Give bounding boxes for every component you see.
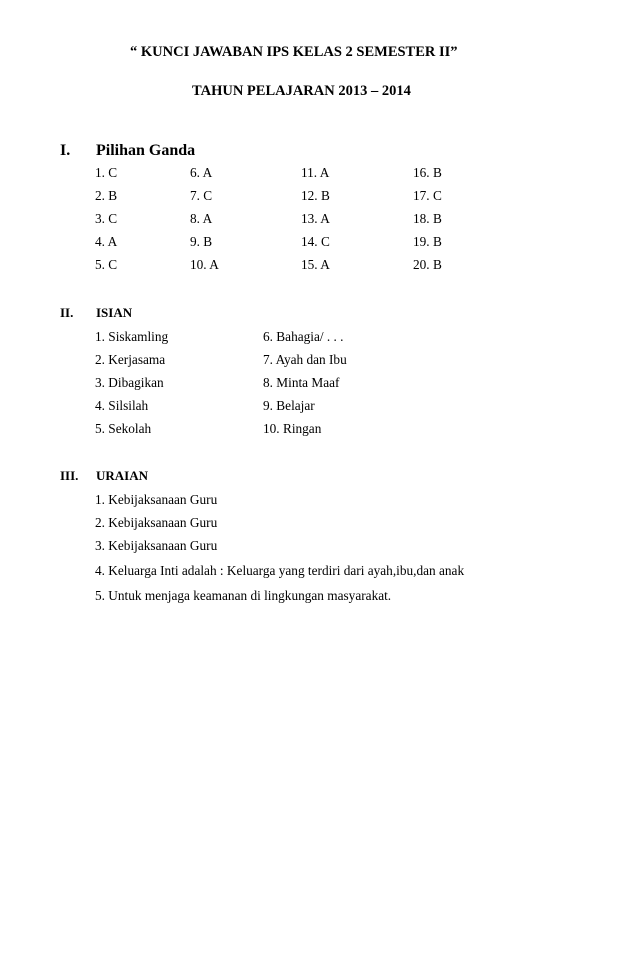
answer-item: 3. C	[95, 211, 118, 226]
answer-item: 17. C	[413, 188, 442, 203]
answer-item: 13. A	[301, 211, 330, 226]
answer-item: 15. A	[301, 257, 330, 272]
answer-item: 4. A	[95, 234, 118, 249]
answer-item: 2. B	[95, 188, 118, 203]
answer-item: 4. Silsilah	[95, 398, 149, 413]
answer-item: 1. C	[95, 165, 118, 180]
answer-item: 10. Ringan	[263, 421, 322, 436]
answer-item: 10. A	[190, 257, 219, 272]
answer-item: 5. Untuk menjaga keamanan di lingkungan masyarakat.	[95, 588, 392, 603]
answer-item: 8. Minta Maaf	[263, 375, 340, 390]
answer-item: 16. B	[413, 165, 442, 180]
section-2-number: II.	[60, 305, 74, 320]
answer-item: 19. B	[413, 234, 442, 249]
answer-item: 9. B	[190, 234, 213, 249]
answer-item: 8. A	[190, 211, 213, 226]
answer-item: 1. Siskamling	[95, 329, 169, 344]
answer-item: 12. B	[301, 188, 330, 203]
answer-item: 5. Sekolah	[95, 421, 152, 436]
answer-item: 6. Bahagia/ . . .	[263, 329, 344, 344]
answer-item: 3. Dibagikan	[95, 375, 164, 390]
answer-item: 2. Kerjasama	[95, 352, 166, 367]
document-title: “ KUNCI JAWABAN IPS KELAS 2 SEMESTER II”	[130, 44, 458, 60]
answer-item: 7. C	[190, 188, 213, 203]
answer-item: 7. Ayah dan Ibu	[263, 352, 347, 367]
section-3-heading: URAIAN	[96, 468, 148, 483]
section-3-number: III.	[60, 468, 79, 483]
answer-item: 6. A	[190, 165, 213, 180]
answer-item: 20. B	[413, 257, 442, 272]
answer-item: 18. B	[413, 211, 442, 226]
section-1-number: I.	[60, 142, 71, 159]
answer-item: 1. Kebijaksanaan Guru	[95, 492, 218, 507]
answer-item: 11. A	[301, 165, 330, 180]
answer-item: 14. C	[301, 234, 330, 249]
document-subtitle: TAHUN PELAJARAN 2013 – 2014	[192, 83, 411, 99]
answer-item: 9. Belajar	[263, 398, 315, 413]
section-1-heading: Pilihan Ganda	[96, 142, 196, 159]
answer-item: 4. Keluarga Inti adalah : Keluarga yang terdiri dari ayah,ibu,dan anak	[95, 563, 465, 578]
answer-item: 3. Kebijaksanaan Guru	[95, 538, 218, 553]
section-2-heading: ISIAN	[96, 305, 133, 320]
answer-item: 5. C	[95, 257, 118, 272]
answer-item: 2. Kebijaksanaan Guru	[95, 515, 218, 530]
